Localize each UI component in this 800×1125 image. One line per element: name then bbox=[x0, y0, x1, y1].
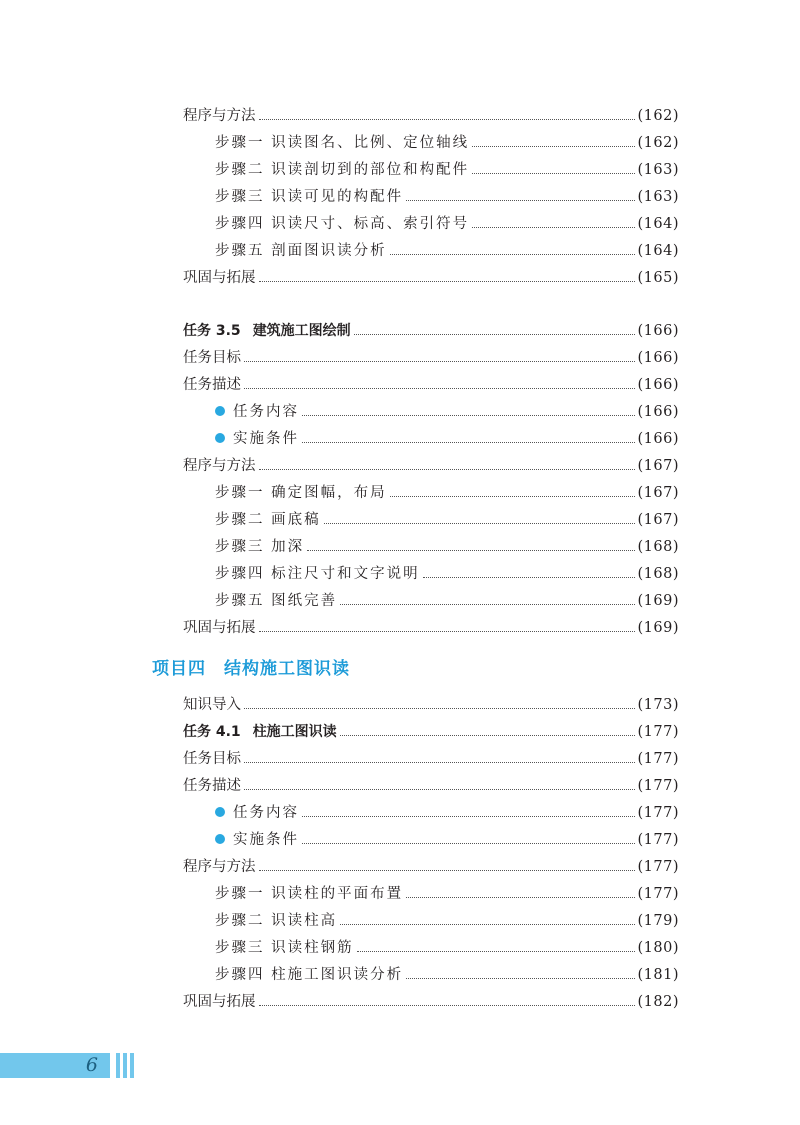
bullet-label: 任务内容 bbox=[233, 805, 299, 821]
leader-dots bbox=[244, 707, 635, 709]
bullet-dot-icon bbox=[215, 807, 225, 817]
toc-entry-label bbox=[215, 801, 299, 825]
toc-entry[interactable] bbox=[0, 131, 679, 155]
toc-page-number: (164) bbox=[637, 243, 679, 259]
toc-entry-label: 巩固与拓展 bbox=[183, 620, 256, 636]
toc-entry-label: 任务描述 bbox=[183, 377, 241, 393]
toc-page-number: (168) bbox=[637, 566, 679, 582]
task-title: 柱施工图识读 bbox=[252, 724, 337, 740]
bullet-label: 实施条件 bbox=[233, 431, 299, 447]
toc-entry[interactable] bbox=[0, 936, 679, 960]
toc-page-number: (177) bbox=[637, 751, 679, 767]
toc-page-number: (166) bbox=[637, 323, 679, 339]
bullet-label: 任务内容 bbox=[233, 404, 299, 420]
bullet-dot-icon bbox=[215, 834, 225, 844]
leader-dots bbox=[472, 172, 634, 174]
toc-entry-label: 步骤一 确定图幅，布局 bbox=[215, 485, 387, 501]
toc-page-number: (163) bbox=[637, 189, 679, 205]
leader-dots bbox=[357, 950, 635, 952]
toc-entry[interactable] bbox=[0, 239, 679, 263]
toc-entry-label bbox=[215, 427, 299, 451]
project-heading[interactable] bbox=[152, 654, 350, 678]
toc-entry-label: 任务描述 bbox=[183, 778, 241, 794]
toc-entry[interactable] bbox=[0, 801, 679, 825]
toc-entry[interactable] bbox=[0, 774, 679, 798]
toc-entry-label: 步骤二 识读柱高 bbox=[215, 913, 338, 929]
toc-page-number: (182) bbox=[637, 994, 679, 1010]
toc-task-heading[interactable] bbox=[0, 319, 679, 343]
leader-dots bbox=[390, 253, 635, 255]
toc-entry[interactable] bbox=[0, 828, 679, 852]
toc-entry-label: 巩固与拓展 bbox=[183, 270, 256, 286]
bullet-dot-icon bbox=[215, 406, 225, 416]
leader-dots bbox=[259, 1004, 635, 1006]
toc-entry[interactable] bbox=[0, 266, 679, 290]
toc-entry-label: 程序与方法 bbox=[183, 458, 256, 474]
leader-dots bbox=[340, 603, 634, 605]
toc-page-number: (167) bbox=[637, 485, 679, 501]
toc-page-number: (181) bbox=[637, 967, 679, 983]
leader-dots bbox=[259, 280, 635, 282]
task-number: 任务 3.5 bbox=[183, 323, 241, 339]
toc-entry[interactable] bbox=[0, 454, 679, 478]
toc-page-number: (173) bbox=[637, 697, 679, 713]
toc-entry[interactable] bbox=[0, 693, 679, 717]
leader-dots bbox=[472, 145, 634, 147]
toc-page-number: (166) bbox=[637, 431, 679, 447]
leader-dots bbox=[259, 118, 635, 120]
leader-dots bbox=[302, 815, 635, 817]
toc-entry[interactable] bbox=[0, 616, 679, 640]
toc-task-heading[interactable] bbox=[0, 720, 679, 744]
toc-entry-label: 任务目标 bbox=[183, 350, 241, 366]
toc-entry-label: 步骤三 识读柱钢筋 bbox=[215, 940, 354, 956]
toc-entry[interactable] bbox=[0, 212, 679, 236]
toc-entry-label: 步骤二 画底稿 bbox=[215, 512, 321, 528]
toc-page-number: (177) bbox=[637, 805, 679, 821]
toc-page-number: (162) bbox=[637, 135, 679, 151]
leader-dots bbox=[406, 199, 634, 201]
leader-dots bbox=[244, 360, 635, 362]
footer-page-bar bbox=[0, 1053, 110, 1078]
toc-entry-label: 步骤四 柱施工图识读分析 bbox=[215, 967, 404, 983]
leader-dots bbox=[259, 468, 635, 470]
toc-page-number: (163) bbox=[637, 162, 679, 178]
toc-entry[interactable] bbox=[0, 346, 679, 370]
project-number: 项目四 bbox=[152, 659, 206, 679]
toc-page-number: (169) bbox=[637, 620, 679, 636]
toc-page-number: (177) bbox=[637, 859, 679, 875]
leader-dots bbox=[354, 333, 635, 335]
toc-entry-label bbox=[215, 400, 299, 424]
leader-dots bbox=[259, 869, 635, 871]
leader-dots bbox=[244, 387, 635, 389]
task-title: 建筑施工图绘制 bbox=[252, 323, 351, 339]
toc-page-number: (180) bbox=[637, 940, 679, 956]
leader-dots bbox=[406, 896, 634, 898]
leader-dots bbox=[302, 414, 635, 416]
task-number: 任务 4.1 bbox=[183, 724, 241, 740]
leader-dots bbox=[406, 977, 634, 979]
toc-page-number: (167) bbox=[637, 512, 679, 528]
toc-entry[interactable] bbox=[0, 855, 679, 879]
toc-page-number: (164) bbox=[637, 216, 679, 232]
toc-entry[interactable] bbox=[0, 535, 679, 559]
footer-page-number: 6 bbox=[85, 1054, 98, 1076]
toc-page-number: (177) bbox=[637, 832, 679, 848]
toc-entry[interactable] bbox=[0, 909, 679, 933]
toc-entry-label: 步骤一 识读柱的平面布置 bbox=[215, 886, 404, 902]
toc-entry[interactable] bbox=[0, 589, 679, 613]
toc-page-number: (166) bbox=[637, 404, 679, 420]
toc-entry[interactable] bbox=[0, 747, 679, 771]
toc-entry[interactable] bbox=[0, 427, 679, 451]
toc-page-number: (165) bbox=[637, 270, 679, 286]
task-heading-label bbox=[183, 720, 337, 744]
toc-entry-label: 步骤五 图纸完善 bbox=[215, 593, 338, 609]
toc-entry-label: 步骤三 加深 bbox=[215, 539, 305, 555]
footer-stripe bbox=[130, 1053, 134, 1078]
toc-entry-label: 巩固与拓展 bbox=[183, 994, 256, 1010]
bullet-label: 实施条件 bbox=[233, 832, 299, 848]
toc-page-number: (162) bbox=[637, 108, 679, 124]
toc-entry-label: 步骤五 剖面图识读分析 bbox=[215, 243, 387, 259]
toc-page-number: (177) bbox=[637, 778, 679, 794]
toc-page-number: (169) bbox=[637, 593, 679, 609]
toc-entry-label: 步骤一 识读图名、比例、定位轴线 bbox=[215, 135, 470, 151]
toc-entry-label: 程序与方法 bbox=[183, 108, 256, 124]
leader-dots bbox=[423, 576, 635, 578]
toc-entry[interactable] bbox=[0, 185, 679, 209]
toc-entry[interactable] bbox=[0, 882, 679, 906]
leader-dots bbox=[244, 788, 635, 790]
bullet-dot-icon bbox=[215, 433, 225, 443]
leader-dots bbox=[472, 226, 634, 228]
leader-dots bbox=[244, 761, 635, 763]
toc-entry[interactable] bbox=[0, 562, 679, 586]
leader-dots bbox=[340, 923, 634, 925]
toc-entry[interactable] bbox=[0, 990, 679, 1014]
project-title: 结构施工图识读 bbox=[224, 659, 350, 679]
leader-dots bbox=[390, 495, 635, 497]
leader-dots bbox=[324, 522, 635, 524]
toc-entry-label: 程序与方法 bbox=[183, 859, 256, 875]
toc-page-number: (179) bbox=[637, 913, 679, 929]
toc-page-number: (166) bbox=[637, 350, 679, 366]
leader-dots bbox=[259, 630, 635, 632]
toc-entry-label: 任务目标 bbox=[183, 751, 241, 767]
leader-dots bbox=[302, 441, 635, 443]
footer-stripe bbox=[116, 1053, 120, 1078]
footer-stripe bbox=[123, 1053, 127, 1078]
toc-page-number: (167) bbox=[637, 458, 679, 474]
leader-dots bbox=[307, 549, 634, 551]
toc-page-number: (177) bbox=[637, 724, 679, 740]
toc-entry-label: 知识导入 bbox=[183, 697, 241, 713]
toc-entry-label bbox=[215, 828, 299, 852]
toc-entry[interactable] bbox=[0, 508, 679, 532]
toc-entry[interactable] bbox=[0, 481, 679, 505]
toc-entry[interactable] bbox=[0, 963, 679, 987]
toc-entry[interactable] bbox=[0, 104, 679, 128]
leader-dots bbox=[302, 842, 635, 844]
leader-dots bbox=[340, 734, 635, 736]
toc-entry-label: 步骤四 标注尺寸和文字说明 bbox=[215, 566, 420, 582]
toc-page-number: (166) bbox=[637, 377, 679, 393]
toc-entry[interactable] bbox=[0, 373, 679, 397]
toc-entry[interactable] bbox=[0, 158, 679, 182]
task-heading-label bbox=[183, 319, 351, 343]
toc-entry-label: 步骤二 识读剖切到的部位和构配件 bbox=[215, 162, 470, 178]
toc-entry-label: 步骤四 识读尺寸、标高、索引符号 bbox=[215, 216, 470, 232]
toc-entry[interactable] bbox=[0, 400, 679, 424]
toc-page-number: (168) bbox=[637, 539, 679, 555]
toc-page-number: (177) bbox=[637, 886, 679, 902]
toc-entry-label: 步骤三 识读可见的构配件 bbox=[215, 189, 404, 205]
